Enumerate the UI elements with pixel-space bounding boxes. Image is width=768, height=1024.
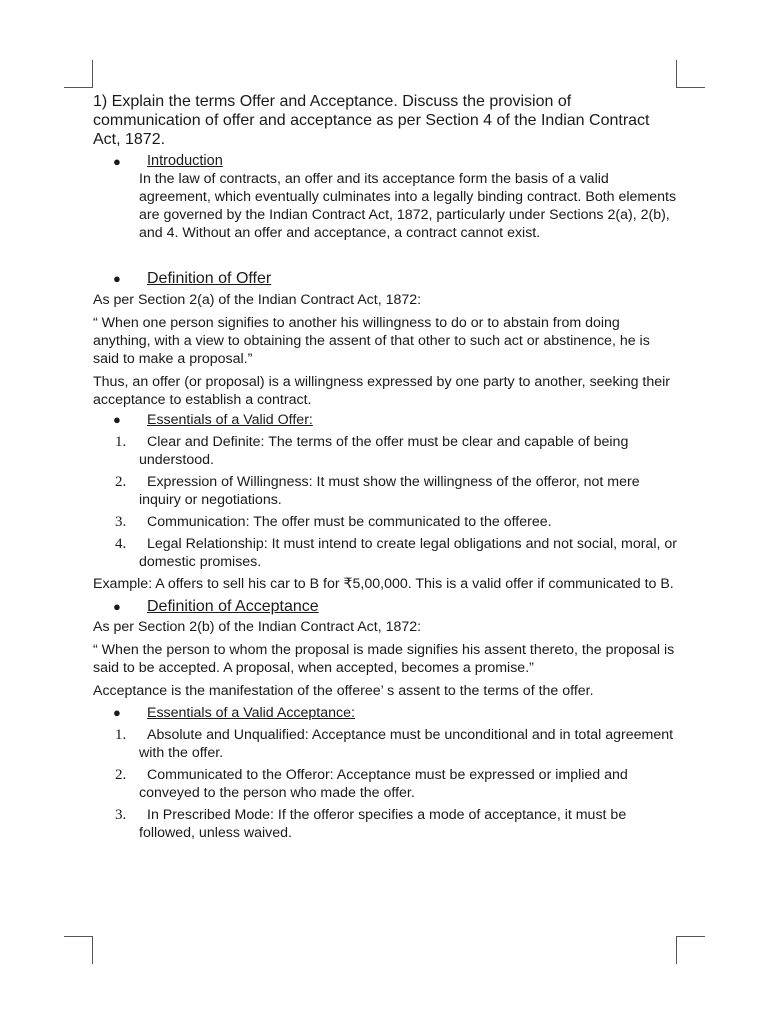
- list-item: [93, 766, 678, 802]
- crop-mark-bl-v: [92, 936, 93, 964]
- bullet-icon: ●: [113, 599, 121, 614]
- list-number: 4.: [115, 536, 127, 552]
- list-text: Legal Relationship: It must intend to create legal obligations and not social, moral, or domestic promises.: [139, 536, 677, 570]
- intro-heading: Introduction: [147, 153, 223, 169]
- acceptance-summary: Acceptance is the manifestation of the offeree’ s assent to the terms of the offer.: [93, 683, 594, 699]
- acceptance-heading: Definition of Acceptance: [147, 598, 319, 615]
- bullet-icon: ●: [113, 705, 121, 720]
- list-item: [93, 535, 678, 571]
- intro-text: In the law of contracts, an offer and its acceptance form the basis of a valid agreement, which eventually culminates into a legally binding contract. Both elements are governed by the Indian Contract Act, 1872, particularly under Sections 2(a), 2(b), and 4. Without an offer and acceptance, a contract cannot exist.: [139, 171, 677, 241]
- crop-mark-tl-v: [92, 60, 93, 87]
- list-item: [93, 806, 678, 842]
- offer-essentials-heading-row: [93, 411, 678, 429]
- bullet-icon: ●: [113, 154, 121, 169]
- list-item: [93, 473, 678, 509]
- acceptance-quote: “ When the person to whom the proposal is made signifies his assent thereto, the proposal is said to be accepted. A proposal, when accepted, becomes a promise.”: [93, 642, 675, 676]
- bullet-icon: ●: [113, 271, 121, 286]
- crop-mark-tr-v: [676, 60, 677, 87]
- offer-section-ref: As per Section 2(a) of the Indian Contract Act, 1872:: [93, 292, 422, 308]
- list-item: [93, 433, 678, 469]
- crop-mark-br-v: [676, 936, 677, 964]
- intro-heading-row: [93, 153, 678, 170]
- list-text: Communication: The offer must be communicated to the offeree.: [147, 514, 552, 530]
- offer-heading: Definition of Offer: [147, 270, 272, 287]
- bullet-icon: ●: [113, 412, 121, 427]
- list-text: Absolute and Unqualified: Acceptance must be unconditional and in total agreement with the offer.: [139, 727, 674, 761]
- acceptance-heading-row: [93, 597, 678, 617]
- acceptance-essentials-heading-row: [93, 704, 678, 722]
- list-number: 3.: [115, 807, 127, 823]
- document-body: [93, 92, 678, 842]
- question-title: 1) Explain the terms Offer and Acceptance. Discuss the provision of communication of offer and acceptance as per Section 4 of the Indian Contract Act, 1872.: [93, 93, 650, 148]
- list-text: Communicated to the Offeror: Acceptance must be expressed or implied and conveyed to the person who made the offer.: [139, 767, 628, 801]
- crop-mark-tl-h: [64, 87, 93, 88]
- offer-essentials-heading: Essentials of a Valid Offer:: [147, 412, 313, 428]
- offer-summary: Thus, an offer (or proposal) is a willingness expressed by one party to another, seeking their acceptance to establish a contract.: [93, 374, 671, 408]
- crop-mark-bl-h: [64, 936, 93, 937]
- list-text: Clear and Definite: The terms of the offer must be clear and capable of being understood.: [139, 434, 629, 468]
- list-number: 1.: [115, 727, 127, 743]
- acceptance-section-ref: As per Section 2(b) of the Indian Contract Act, 1872:: [93, 619, 422, 635]
- list-item: [93, 513, 678, 531]
- crop-mark-br-h: [676, 936, 705, 937]
- list-number: 1.: [115, 434, 127, 450]
- crop-mark-tr-h: [676, 87, 705, 88]
- offer-heading-row: [93, 269, 678, 289]
- offer-quote: “ When one person signifies to another his willingness to do or to abstain from doing anything, with a view to obtaining the assent of that other to such act or abstinence, he is said to make a proposal.”: [93, 315, 650, 367]
- list-number: 2.: [115, 767, 127, 783]
- acceptance-essentials-heading: Essentials of a Valid Acceptance:: [147, 705, 355, 721]
- list-number: 3.: [115, 514, 127, 530]
- list-item: [93, 726, 678, 762]
- list-text: In Prescribed Mode: If the offeror specifies a mode of acceptance, it must be followed, unless waived.: [139, 807, 627, 841]
- list-number: 2.: [115, 474, 127, 490]
- offer-example: Example: A offers to sell his car to B for ₹5,00,000. This is a valid offer if communicated to B.: [93, 576, 674, 592]
- list-text: Expression of Willingness: It must show the willingness of the offeror, not mere inquiry or negotiations.: [139, 474, 640, 508]
